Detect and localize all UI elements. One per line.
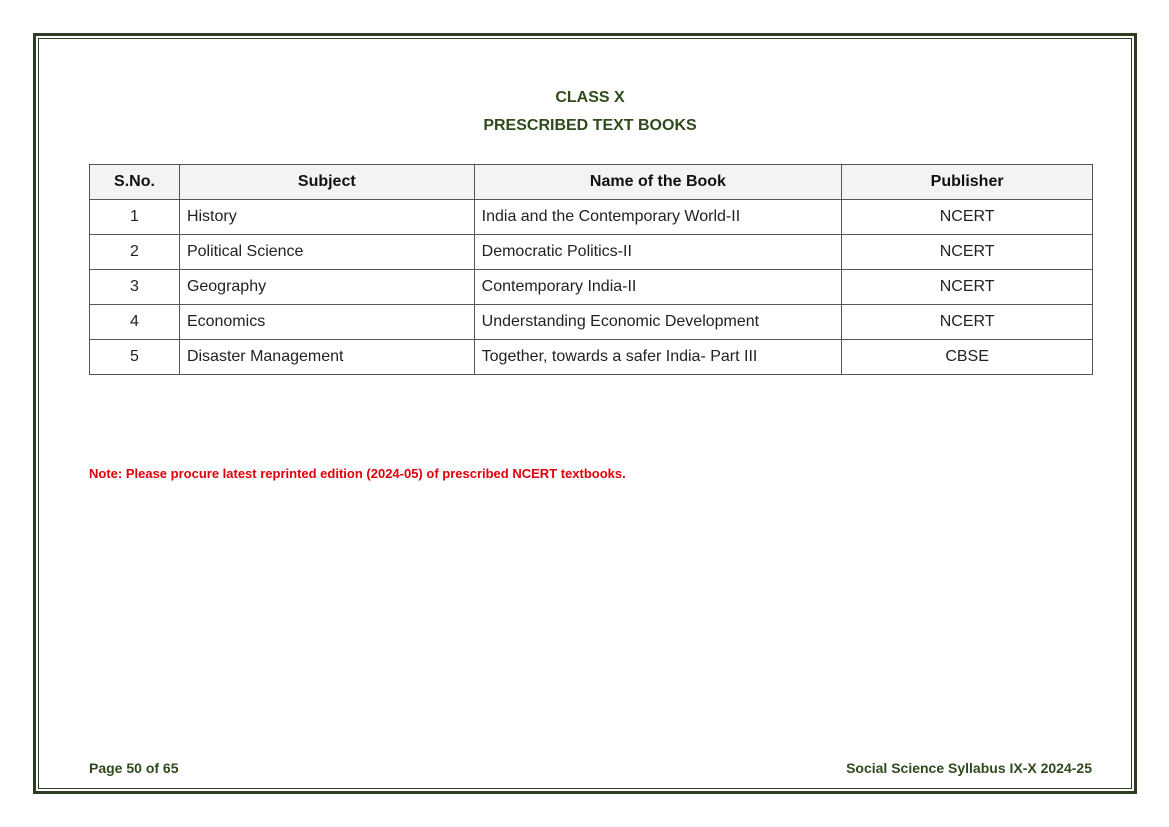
cell-book: Understanding Economic Development	[474, 305, 842, 340]
cell-subject: Disaster Management	[179, 340, 474, 375]
table-header-row	[90, 165, 1093, 200]
table-row	[90, 305, 1093, 340]
cell-book: India and the Contemporary World-II	[474, 200, 842, 235]
cell-sno: 1	[90, 200, 180, 235]
cell-book: Democratic Politics-II	[474, 235, 842, 270]
cell-publisher: CBSE	[842, 340, 1093, 375]
table-row	[90, 200, 1093, 235]
cell-publisher: NCERT	[842, 270, 1093, 305]
cell-sno: 3	[90, 270, 180, 305]
page-number: Page 50 of 65	[89, 760, 179, 776]
textbook-note: Note: Please procure latest reprinted edition (2024-05) of prescribed NCERT textbooks.	[89, 466, 626, 481]
cell-sno: 2	[90, 235, 180, 270]
column-header-publisher: Publisher	[842, 165, 1093, 200]
cell-publisher: NCERT	[842, 305, 1093, 340]
page-border-inner	[38, 38, 1132, 789]
column-header-subject: Subject	[179, 165, 474, 200]
cell-sno: 5	[90, 340, 180, 375]
section-title: PRESCRIBED TEXT BOOKS	[483, 117, 697, 134]
column-header-book: Name of the Book	[474, 165, 842, 200]
cell-publisher: NCERT	[842, 200, 1093, 235]
class-title: CLASS X	[555, 89, 625, 106]
table-row	[90, 340, 1093, 375]
prescribed-books-table	[89, 164, 1093, 375]
document-title-footer: Social Science Syllabus IX-X 2024-25	[846, 760, 1092, 776]
cell-subject: Political Science	[179, 235, 474, 270]
cell-subject: Geography	[179, 270, 474, 305]
cell-sno: 4	[90, 305, 180, 340]
table-row	[90, 270, 1093, 305]
table-row	[90, 235, 1093, 270]
cell-subject: Economics	[179, 305, 474, 340]
cell-book: Together, towards a safer India- Part III	[474, 340, 842, 375]
cell-publisher: NCERT	[842, 235, 1093, 270]
cell-subject: History	[179, 200, 474, 235]
cell-book: Contemporary India-II	[474, 270, 842, 305]
column-header-sno: S.No.	[90, 165, 180, 200]
